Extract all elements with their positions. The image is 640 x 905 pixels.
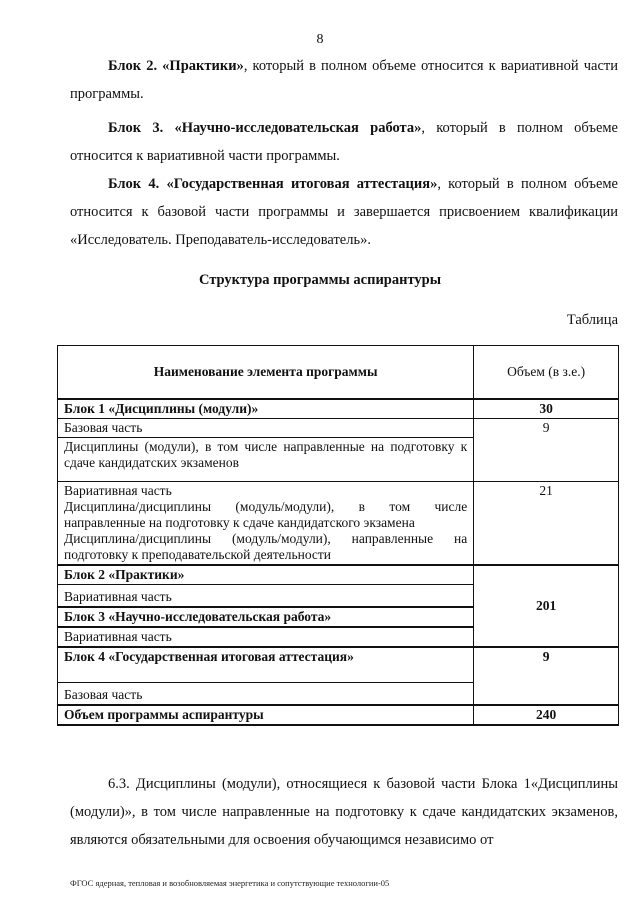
program-structure-table xyxy=(57,345,619,726)
table-total-row xyxy=(58,705,619,725)
paragraph-block2 xyxy=(70,52,618,108)
paragraph-lead: Блок 4. «Государственная итоговая аттестация» xyxy=(108,176,438,192)
paragraph-lead: Блок 3. «Научно-исследовательская работа» xyxy=(108,120,422,136)
block1-var-line2: Дисциплина/дисциплины (модуль/модули), направленные на подготовку к преподавательской деятельности xyxy=(64,531,468,562)
paragraph-text: , который в полном объеме относится к базовой части программы и завершается присвоением квалификации «Исследователь. Преподаватель-исследователь». xyxy=(70,176,618,248)
header-name: Наименование элемента программы xyxy=(58,346,474,400)
table-row xyxy=(58,482,619,566)
closing-paragraph-text: 6.3. Дисциплины (модули), относящиеся к базовой части Блока 1«Дисциплины (модули)», в том числе направленные на подготовку к сдаче кандидатских экзаменов, являются обязательными для освоения обучающимся независимо от xyxy=(70,776,618,848)
table-row xyxy=(58,399,619,419)
block2-variative: Вариативная часть xyxy=(58,585,474,608)
paragraph-block4 xyxy=(70,170,618,254)
block1-base-desc: Дисциплины (модули), в том числе направленные на подготовку к сдаче кандидатских экзаменов xyxy=(58,438,474,482)
block1-base-label: Базовая часть xyxy=(58,419,474,438)
block4-title: Блок 4 «Государственная итоговая аттестация» xyxy=(58,647,474,683)
block2-title: Блок 2 «Практики» xyxy=(58,565,474,585)
block1-var-line1: Дисциплина/дисциплины (модуль/модули), в том числе направленные на подготовку к сдаче кандидатского экзамена xyxy=(64,499,468,530)
paragraph-lead: Блок 2. «Практики» xyxy=(108,58,244,74)
total-label: Объем программы аспирантуры xyxy=(58,705,474,725)
block1-var-title: Вариативная часть xyxy=(64,483,172,498)
block1-volume: 30 xyxy=(474,399,619,419)
blocks23-volume: 201 xyxy=(474,565,619,647)
document-footer: ФГОС ядерная, тепловая и возобновляемая энергетика и сопутствующие технологии-05 xyxy=(70,878,390,888)
header-volume xyxy=(474,346,619,400)
block1-title: Блок 1 «Дисциплины (модули)» xyxy=(58,399,474,419)
paragraph-text: , который в полном объеме относится к вариативной части программы. xyxy=(70,58,618,102)
table-label: Таблица xyxy=(566,312,618,328)
paragraph-text: , который в полном объеме относится к вариативной части программы. xyxy=(70,120,618,164)
block3-title: Блок 3 «Научно-исследовательская работа» xyxy=(58,607,474,627)
table-row xyxy=(58,647,619,683)
block4-volume: 9 xyxy=(474,647,619,705)
page-number: 8 xyxy=(316,32,324,47)
block1-base-volume: 9 xyxy=(474,419,619,482)
table-row xyxy=(58,419,619,438)
total-volume: 240 xyxy=(474,705,619,725)
table-row xyxy=(58,565,619,585)
table-header-row xyxy=(58,346,619,400)
block3-variative: Вариативная часть xyxy=(58,627,474,647)
block1-var-volume: 21 xyxy=(474,482,619,566)
block4-base: Базовая часть xyxy=(58,683,474,706)
paragraph-block3 xyxy=(70,114,618,170)
section-title: Структура программы аспирантуры xyxy=(198,272,442,288)
header-volume-text: Объем (в з.е.) xyxy=(507,364,586,379)
paragraph-6-3 xyxy=(70,770,618,854)
block1-variative-cell xyxy=(58,482,474,566)
